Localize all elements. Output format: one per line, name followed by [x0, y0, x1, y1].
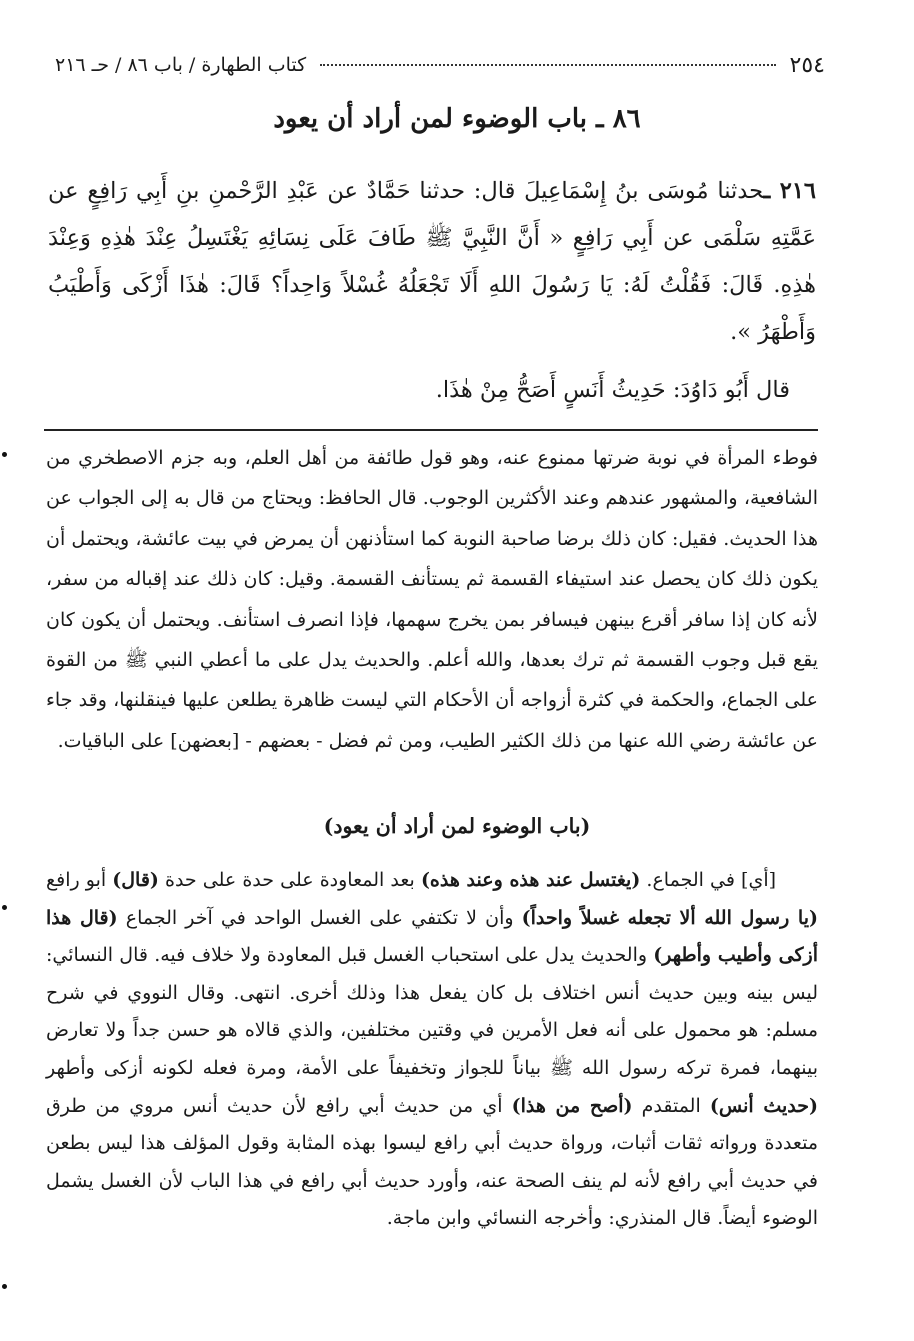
explanation-text: وأن لا تكتفي على الغسل الواحد في آخر الجماع — [117, 906, 522, 929]
explanation-text: أبو رافع — [46, 869, 113, 891]
explanation-text: [أي] في الجماع. — [640, 869, 777, 891]
explanation-text: والحديث يدل على استحباب الغسل قبل المعاودة ولا خلاف فيه. قال النسائي: ليس بينه وبين حديث أنس اختلاف بل كان يفعل هذا وذلك أخرى. انتهى. وقال النووي في شرح مسلم: هو محمول على أنه فعل الأمرين في وقتين مختلفين، والذي قالاه هو حسن جداً ولا تعارض بينهما، فمرة تركه رسول الله ﷺ بياناً للجواز وتخفيفاً على الأمة، ومرة فعله لكونه أزكى وأطهر — [46, 944, 818, 1079]
quoted-phrase: (حديث أنس) — [709, 1094, 818, 1117]
quoted-phrase: (أصح من هذا) — [511, 1094, 633, 1117]
hadith-body: حدثنا مُوسَى بنُ إِسْمَاعِيلَ قال: حدثنا حَمَّادٌ عن عَبْدِ الرَّحْمنِ بنِ أَبِي رَافِعٍ عن عَمَّتِهِ سَلْمَى عن أَبِي رَافِعٍ « أَنَّ النَّبِيَّ ﷺ طَافَ عَلَى نِسَائِهِ يَغْتَسِلُ عِنْدَ هٰذِهِ وَعِنْدَ هٰذِهِ. قَالَ: فَقُلْتُ لَهُ: يَا رَسُولَ اللهِ أَلَا تَجْعَلُهُ غُسْلاً وَاحِداً؟ قَالَ: هٰذَا أَزْكَى وَأَطْيَبُ وَأَطْهَرُ ». — [48, 178, 816, 345]
header-dotted-leader — [320, 64, 775, 66]
commentary-paragraph: فوطء المرأة في نوبة ضرتها ممنوع عنه، وهو قول طائفة من أهل العلم، وبه جزم الاصطخري من الشافعية، والمشهور عندهم وعند الأكثرين الوجوب. قال الحافظ: ويحتاج من قال به إلى الجواب عن هذا الحديث. فقيل: كان ذلك برضا صاحبة النوبة كما استأذنهن أن يمرض في بيت عائشة، ويحتمل أن يكون ذلك كان يحصل عند استيفاء القسمة ثم يستأنف القسمة. وقيل: كان ذلك عند إقباله من سفر، لأنه كان إذا سافر أقرع بينهن فيسافر بمن يخرج سهمها، فإذا انصرف استأنف. ويحتمل أن يكون كان يقع قبل وجوب القسمة ثم ترك بعدها، والله أعلم. والحديث يدل على ما أعطي النبي ﷺ من القوة على الجماع، والحكمة في كثرة أزواجه أن الأحكام التي ليست ظاهرة يطلعن عليها فينقلنها، وقد جاء عن عائشة رضي الله عنها من ذلك الكثير الطيب، ومن ثم فضل - بعضهم - [بعضهن] على الباقيات. — [46, 447, 818, 752]
hadith-text — [48, 168, 816, 356]
explanation-paragraph — [46, 862, 818, 1238]
quoted-phrase: (يغتسل عند هذه وعند هذه) — [420, 869, 641, 891]
running-header — [55, 50, 825, 80]
explanation-text: أي من حديث أبي رافع لأن حديث أنس مروي من طرق متعددة ورواته ثقات أثبات، ورواة حديث أبي رافع ليسوا بهذه المثابة وقول المؤلف هذا ليس بطعن في حديث أبي رافع لأنه لم ينف الصحة عنه، وأورد حديث أبي رافع في هذا الباب لأن الغسل يشمل الوضوء أيضاً. قال المنذري: وأخرجه النسائي وابن ماجة. — [46, 1094, 818, 1230]
quoted-phrase: (قال هذا أزكى وأطيب وأطهر) — [46, 906, 818, 967]
page-number: ٢٥٤ — [789, 52, 825, 78]
quoted-phrase: (قال) — [112, 869, 159, 891]
commentary-explanation — [46, 862, 818, 1238]
scan-mark — [2, 1284, 7, 1289]
explanation-text: بعد المعاودة على حدة على حدة — [158, 869, 421, 891]
hadith-paragraph — [48, 168, 816, 356]
scan-mark — [2, 905, 7, 910]
chapter-title: ٨٦ ـ باب الوضوء لمن أراد أن يعود — [273, 104, 641, 134]
running-title: كتاب الطهارة / باب ٨٦ / حـ ٢١٦ — [55, 54, 307, 76]
commentary-subheading: (باب الوضوء لمن أراد أن يعود) — [323, 814, 591, 838]
abu-dawud-note: قال أَبُو دَاوُدَ: حَدِيثُ أَنَسٍ أَصَحُّ مِنْ هٰذَا. — [435, 377, 790, 403]
footnote-divider — [44, 429, 818, 431]
commentary-section — [46, 438, 818, 761]
hadith-number: ٢١٦ ـ — [763, 178, 816, 204]
quoted-phrase: (يا رسول الله ألا تجعله غسلاً واحداً) — [521, 906, 818, 929]
explanation-text: المتقدم — [632, 1094, 710, 1117]
scan-mark — [2, 452, 7, 457]
